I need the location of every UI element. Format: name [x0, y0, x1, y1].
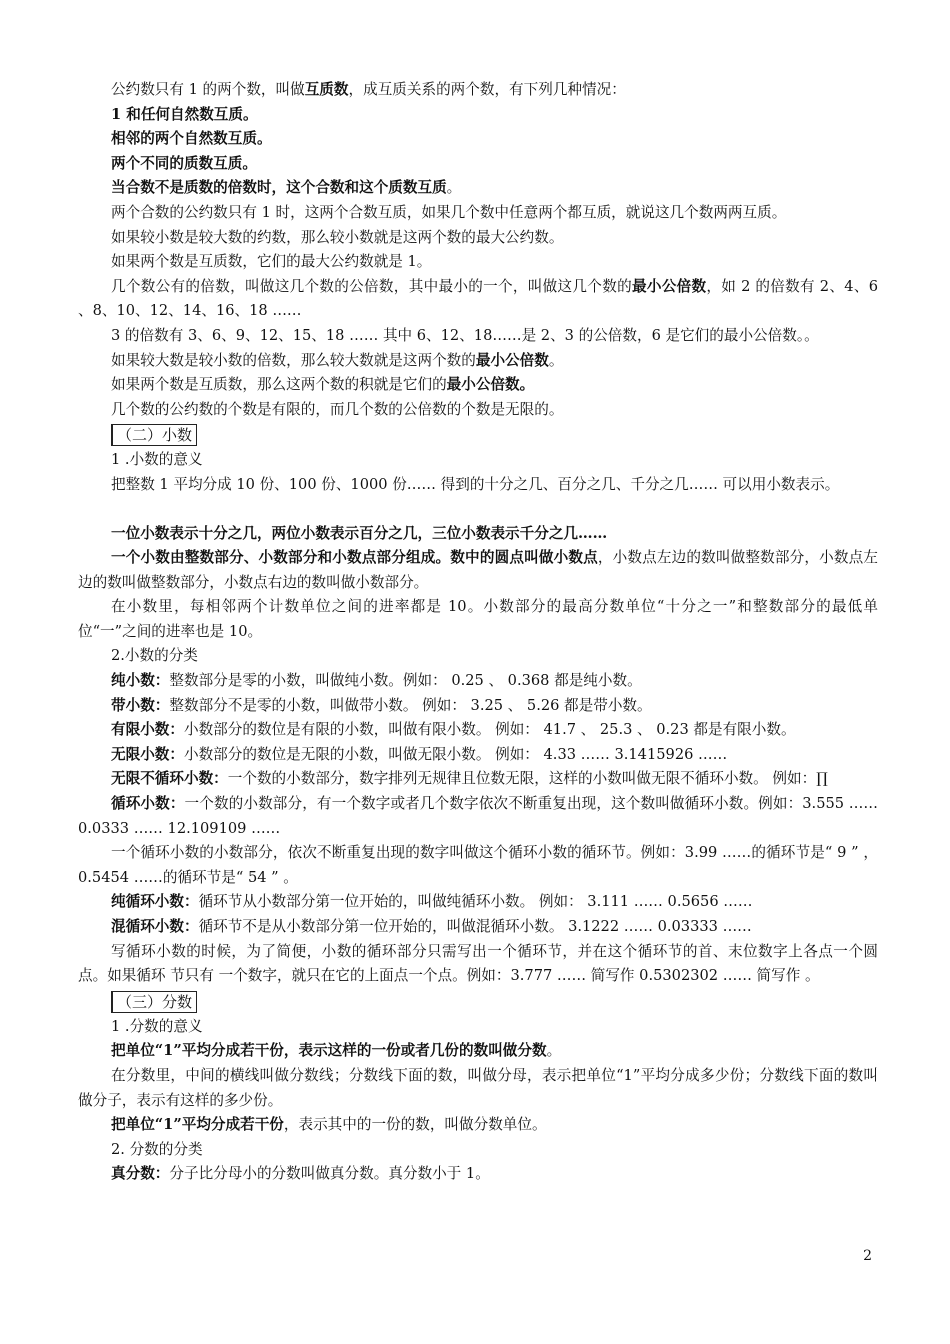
paragraph	[78, 841, 878, 890]
blank-line	[78, 498, 878, 522]
text-run: 分子比分母小的分数叫做真分数。真分数小于 1。	[169, 1165, 490, 1183]
text-run: 3 的倍数有 3、6、9、12、15、18 …… 其中 6、12、18……是 2、3 的公倍数，6 是它们的最小公倍数。。	[111, 326, 819, 344]
paragraph	[78, 152, 878, 177]
text-run: 几个数的公约数的个数是有限的，而几个数的公倍数的个数是无限的。	[111, 400, 564, 418]
text-run: 小数部分的数位是有限的小数，叫做有限小数。 例如： 41.7 、 25.3 、 0.23 都是有限小数。	[183, 721, 796, 739]
text-run: 如果两个数是互质数，那么这两个数的积就是它们的	[111, 376, 447, 394]
bold-text: 带小数：	[111, 696, 170, 714]
paragraph	[78, 1138, 878, 1163]
paragraph	[78, 940, 878, 989]
section-heading: （二）小数	[111, 424, 197, 446]
paragraph	[78, 915, 878, 940]
bold-text: 互质数	[304, 81, 349, 98]
paragraph	[78, 595, 878, 644]
bold-text: 相邻的两个自然数互质。	[111, 130, 272, 148]
bold-text: 当合数不是质数的倍数时，这个合数和这个质数互质	[111, 179, 447, 197]
bold-text: 最小公倍数	[631, 277, 707, 295]
paragraph	[78, 1064, 878, 1113]
bold-text: 有限小数：	[111, 721, 184, 739]
paragraph	[78, 201, 878, 226]
text-run: 在小数里，每相邻两个计数单位之间的进率都是 10。小数部分的最高分数单位“十分之一”和整数部分的最低单位“一”之间的进率也是 10。	[78, 598, 878, 640]
paragraph	[78, 767, 878, 792]
paragraph	[78, 1113, 878, 1138]
paragraph	[78, 694, 878, 719]
text-run: 循环节不是从小数部分第一位开始的，叫做混循环小数。 3.1222 …… 0.03333 ……	[198, 918, 752, 935]
paragraph	[78, 1162, 878, 1187]
paragraph	[78, 398, 878, 423]
paragraph	[78, 792, 878, 841]
section-heading-row	[78, 989, 878, 1015]
text-run: 两个合数的公约数只有 1 时，这两个合数互质，如果几个数中任意两个都互质，就说这几个数两两互质。	[111, 203, 787, 221]
bold-text: 最小公倍数	[475, 351, 549, 369]
text-run: 在分数里，中间的横线叫做分数线；分数线下面的数，叫做分母，表示把单位“1”平均分成多少份；分数线下面的数叫做分子，表示有这样的多少份。	[78, 1066, 878, 1109]
bold-text: 一位小数表示十分之几，两位小数表示百分之几，三位小数表示千分之几……	[111, 524, 608, 542]
document-body	[78, 78, 878, 1187]
text-run: ，小数点左边的数叫做整数部分，小数点左边的数叫做整数部分，小数点右边的数叫做小数部分。	[78, 549, 878, 591]
text-run: 2.小数的分类	[111, 647, 198, 665]
text-run: 如果两个数是互质数，它们的最大公约数就是 1。	[111, 253, 432, 271]
text-run: 1 .小数的意义	[111, 451, 203, 469]
paragraph	[78, 127, 878, 152]
bold-text: 纯小数：	[111, 672, 170, 690]
paragraph	[78, 103, 878, 128]
paragraph	[78, 644, 878, 669]
text-run: 几个数公有的倍数，叫做这几个数的公倍数，其中最小的一个，叫做这几个数的	[111, 277, 632, 295]
paragraph	[78, 890, 878, 915]
paragraph	[78, 743, 878, 768]
text-run: 一个数的小数部分，数字排列无规律且位数无限，这样的小数叫做无限不循环小数。 例如：∏	[227, 770, 828, 788]
paragraph	[78, 275, 878, 324]
bold-text: 1 和任何自然数互质。	[111, 105, 258, 123]
bold-text: 无限小数：	[111, 745, 184, 763]
text-run: 如果较大数是较小数的倍数，那么较大数就是这两个数的	[111, 351, 476, 369]
text-run: 。	[446, 179, 462, 197]
text-run: 。	[548, 351, 564, 369]
text-run: ，表示其中的一份的数，叫做分数单位。	[283, 1116, 547, 1134]
text-run: ，成互质关系的两个数，有下列几种情况：	[348, 81, 626, 98]
text-run: 一个循环小数的小数部分，依次不断重复出现的数字叫做这个循环小数的循环节。例如：3.99 ……的循环节是“ 9 ” ， 0.5454 ……的循环节是“ 54 ” 。	[78, 844, 878, 886]
section-heading-row	[78, 422, 878, 448]
text-run: 写循环小数的时候，为了简便，小数的循环部分只需写出一个循环节，并在这个循环节的首、末位数字上各点一个圆点。如果循环 节只有 一个数字，就只在它的上面点一个点。例如：3.777 …… 简写作 0.5302302 …… 简写作 。	[78, 942, 878, 985]
paragraph	[78, 448, 878, 473]
paragraph	[78, 324, 878, 349]
text-run: 整数部分是零的小数，叫做纯小数。例如： 0.25 、 0.368 都是纯小数。	[169, 672, 642, 690]
text-run: 。	[546, 1042, 562, 1060]
paragraph	[78, 522, 878, 547]
paragraph	[78, 669, 878, 694]
paragraph	[78, 226, 878, 251]
paragraph	[78, 349, 878, 374]
bold-text: 两个不同的质数互质。	[111, 154, 257, 172]
paragraph	[78, 176, 878, 201]
text-run: 循环节从小数部分第一位开始的，叫做纯循环小数。 例如： 3.111 …… 0.5656 ……	[198, 893, 753, 911]
text-run: 2. 分数的分类	[111, 1140, 203, 1158]
bold-text: 真分数：	[111, 1165, 170, 1183]
paragraph	[78, 373, 878, 398]
section-heading: （三）分数	[111, 991, 197, 1013]
text-run: 小数部分的数位是无限的小数，叫做无限小数。 例如： 4.33 …… 3.1415926 ……	[183, 745, 728, 763]
page-number: 2	[863, 1248, 872, 1264]
paragraph	[78, 78, 878, 103]
paragraph	[78, 473, 878, 498]
text-run: 整数部分不是零的小数，叫做带小数。 例如： 3.25 、 5.26 都是带小数。	[169, 696, 652, 714]
paragraph	[78, 546, 878, 595]
paragraph	[78, 1015, 878, 1040]
paragraph	[78, 250, 878, 275]
text-run: 把整数 1 平均分成 10 份、100 份、1000 份…… 得到的十分之几、百分之几、千分之几…… 可以用小数表示。	[111, 475, 840, 493]
bold-text: 无限不循环小数：	[111, 770, 228, 788]
paragraph	[78, 718, 878, 743]
text-run: 一个数的小数部分，有一个数字或者几个数字依次不断重复出现，这个数叫做循环小数。例如：3.555 …… 0.0333 …… 12.109109 ……	[78, 795, 878, 837]
bold-text: 把单位“1”平均分成若干份	[111, 1116, 284, 1134]
bold-text: 纯循环小数：	[111, 893, 199, 911]
text-run: 如果较小数是较大数的约数，那么较小数就是这两个数的最大公约数。	[111, 228, 564, 246]
bold-text: 混循环小数：	[111, 918, 199, 935]
text-run: 公约数只有 1 的两个数，叫做	[111, 81, 305, 98]
text-run: ，如 2 的倍数有 2、4、6 、8、10、12、14、16、18 ……	[78, 277, 878, 320]
bold-text: 最小公倍数。	[446, 376, 535, 394]
paragraph	[78, 1039, 878, 1064]
bold-text: 把单位“1”平均分成若干份，表示这样的一份或者几份的数叫做分数	[111, 1042, 547, 1060]
bold-text: 一个小数由整数部分、小数部分和小数点部分组成。数中的圆点叫做小数点	[111, 549, 598, 567]
bold-text: 循环小数：	[111, 795, 185, 813]
text-run: 1 .分数的意义	[111, 1017, 203, 1035]
